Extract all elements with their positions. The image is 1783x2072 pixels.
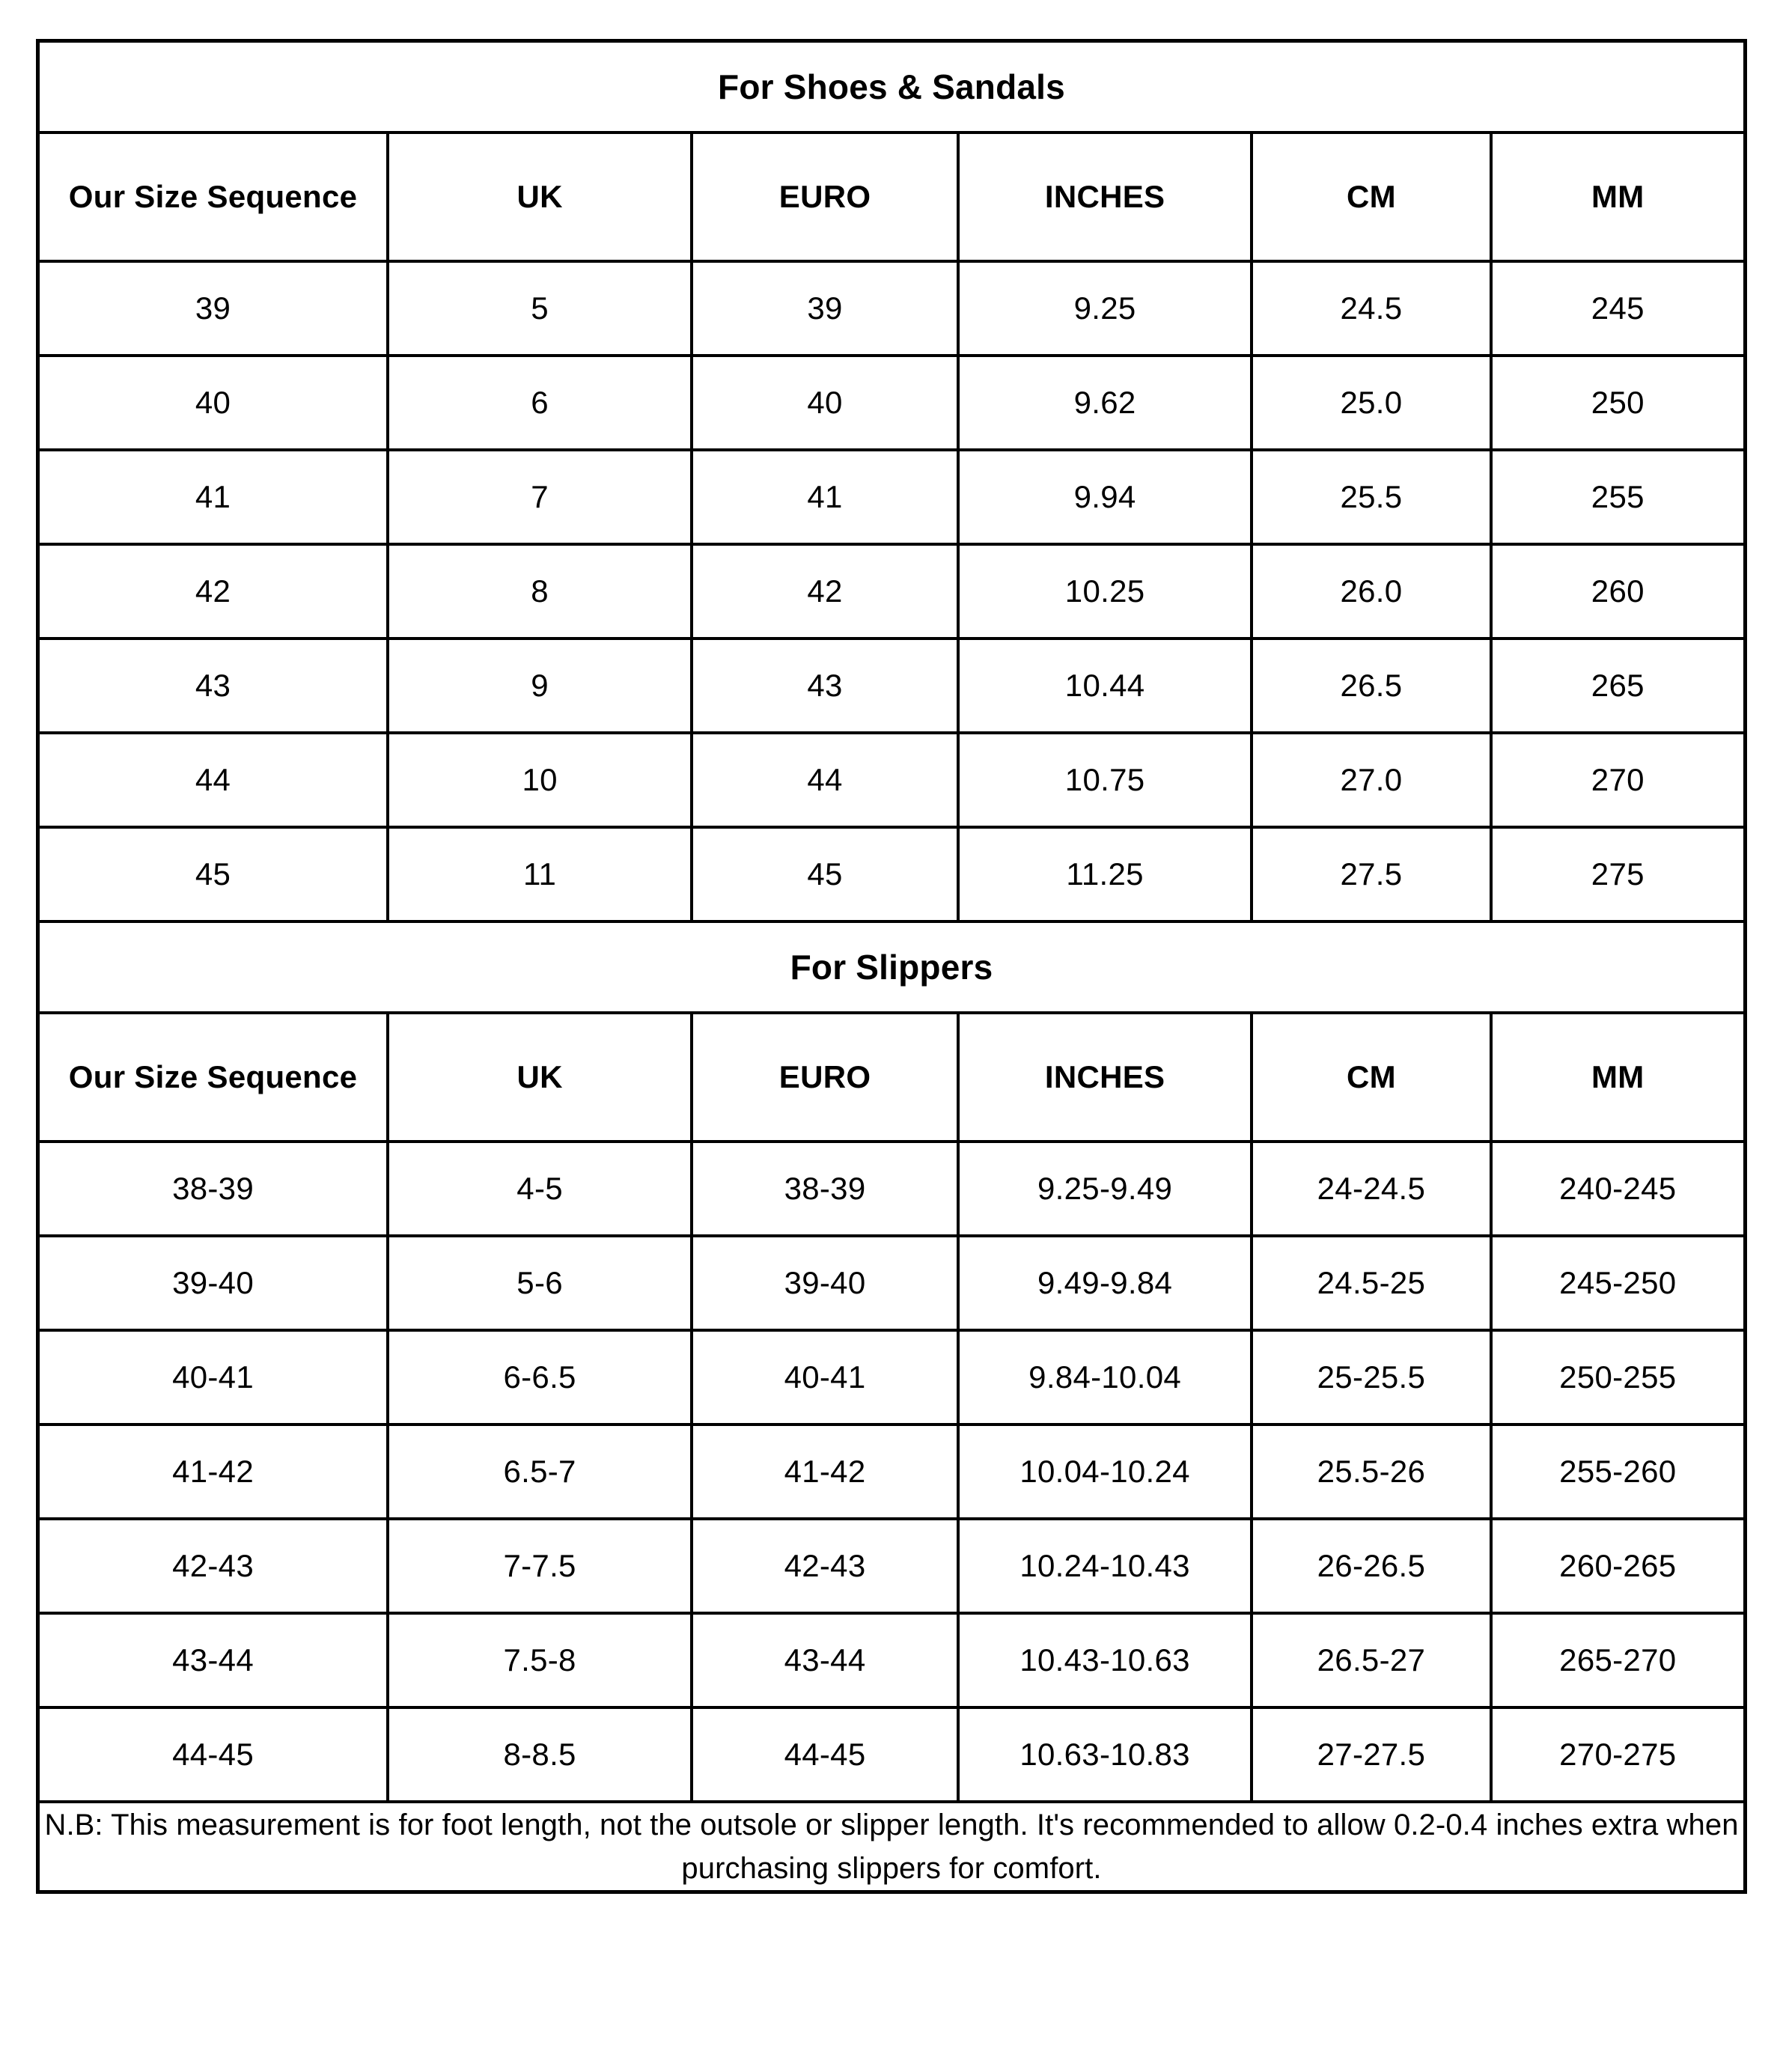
- slippers-header-row: [38, 1013, 1746, 1142]
- cell: 44: [38, 733, 388, 827]
- cell: 25-25.5: [1252, 1330, 1490, 1424]
- cell: 250: [1491, 356, 1746, 450]
- cell: 10.25: [958, 544, 1252, 639]
- table-row: [38, 639, 1746, 733]
- cell: 39-40: [692, 1236, 958, 1330]
- cell: 255-260: [1491, 1424, 1746, 1519]
- cell: 7: [388, 450, 692, 544]
- cell: 9.84-10.04: [958, 1330, 1252, 1424]
- cell: 8-8.5: [388, 1707, 692, 1802]
- cell: 10.43-10.63: [958, 1613, 1252, 1707]
- cell: 10.04-10.24: [958, 1424, 1252, 1519]
- table-row: [38, 1330, 1746, 1424]
- cell: 25.5: [1252, 450, 1490, 544]
- cell: 40: [692, 356, 958, 450]
- slippers-header-euro: EURO: [692, 1013, 958, 1142]
- cell: 27.0: [1252, 733, 1490, 827]
- cell: 38-39: [38, 1142, 388, 1236]
- cell: 41-42: [38, 1424, 388, 1519]
- cell: 26-26.5: [1252, 1519, 1490, 1613]
- cell: 45: [692, 827, 958, 921]
- cell: 24.5-25: [1252, 1236, 1490, 1330]
- cell: 260-265: [1491, 1519, 1746, 1613]
- cell: 6.5-7: [388, 1424, 692, 1519]
- shoes-header-size-sequence: Our Size Sequence: [38, 132, 388, 261]
- cell: 11: [388, 827, 692, 921]
- cell: 270-275: [1491, 1707, 1746, 1802]
- cell: 9.94: [958, 450, 1252, 544]
- cell: 8: [388, 544, 692, 639]
- cell: 6-6.5: [388, 1330, 692, 1424]
- cell: 42: [692, 544, 958, 639]
- cell: 10.75: [958, 733, 1252, 827]
- cell: 41: [38, 450, 388, 544]
- slippers-header-uk: UK: [388, 1013, 692, 1142]
- cell: 39-40: [38, 1236, 388, 1330]
- cell: 6: [388, 356, 692, 450]
- cell: 7-7.5: [388, 1519, 692, 1613]
- table-row: [38, 1424, 1746, 1519]
- cell: 38-39: [692, 1142, 958, 1236]
- cell: 42-43: [692, 1519, 958, 1613]
- cell: 5-6: [388, 1236, 692, 1330]
- table-row: [38, 544, 1746, 639]
- slippers-header-size-sequence: Our Size Sequence: [38, 1013, 388, 1142]
- cell: 7.5-8: [388, 1613, 692, 1707]
- cell: 265: [1491, 639, 1746, 733]
- table-row: [38, 733, 1746, 827]
- cell: 9.25: [958, 261, 1252, 356]
- shoes-header-row: [38, 132, 1746, 261]
- cell: 26.5-27: [1252, 1613, 1490, 1707]
- cell: 9.62: [958, 356, 1252, 450]
- shoes-header-cm: CM: [1252, 132, 1490, 261]
- table-row: [38, 450, 1746, 544]
- cell: 10: [388, 733, 692, 827]
- cell: 40-41: [692, 1330, 958, 1424]
- cell: 40: [38, 356, 388, 450]
- cell: 39: [38, 261, 388, 356]
- cell: 11.25: [958, 827, 1252, 921]
- table-row: [38, 261, 1746, 356]
- slippers-title-row: [38, 921, 1746, 1013]
- cell: 40-41: [38, 1330, 388, 1424]
- size-chart-table: [36, 39, 1747, 1894]
- cell: 25.5-26: [1252, 1424, 1490, 1519]
- cell: 44: [692, 733, 958, 827]
- cell: 24.5: [1252, 261, 1490, 356]
- cell: 265-270: [1491, 1613, 1746, 1707]
- cell: 26.0: [1252, 544, 1490, 639]
- cell: 41: [692, 450, 958, 544]
- cell: 10.44: [958, 639, 1252, 733]
- measurement-note: N.B: This measurement is for foot length, not the outsole or slipper length. It's recommended to allow 0.2-0.4 inches extra when purchasing slippers for comfort.: [38, 1802, 1746, 1892]
- cell: 260: [1491, 544, 1746, 639]
- slippers-header-mm: MM: [1491, 1013, 1746, 1142]
- cell: 4-5: [388, 1142, 692, 1236]
- slippers-header-cm: CM: [1252, 1013, 1490, 1142]
- shoes-header-mm: MM: [1491, 132, 1746, 261]
- cell: 43: [38, 639, 388, 733]
- cell: 24-24.5: [1252, 1142, 1490, 1236]
- cell: 42-43: [38, 1519, 388, 1613]
- table-row: [38, 1142, 1746, 1236]
- cell: 10.63-10.83: [958, 1707, 1252, 1802]
- cell: 270: [1491, 733, 1746, 827]
- shoes-header-inches: INCHES: [958, 132, 1252, 261]
- shoes-header-uk: UK: [388, 132, 692, 261]
- cell: 44-45: [692, 1707, 958, 1802]
- cell: 39: [692, 261, 958, 356]
- shoes-section-title: For Shoes & Sandals: [38, 41, 1746, 133]
- note-row: [38, 1802, 1746, 1892]
- table-row: [38, 356, 1746, 450]
- table-row: [38, 1707, 1746, 1802]
- cell: 26.5: [1252, 639, 1490, 733]
- slippers-section-title: For Slippers: [38, 921, 1746, 1013]
- cell: 255: [1491, 450, 1746, 544]
- cell: 27.5: [1252, 827, 1490, 921]
- table-row: [38, 1236, 1746, 1330]
- cell: 25.0: [1252, 356, 1490, 450]
- cell: 44-45: [38, 1707, 388, 1802]
- cell: 275: [1491, 827, 1746, 921]
- cell: 43-44: [692, 1613, 958, 1707]
- cell: 27-27.5: [1252, 1707, 1490, 1802]
- shoes-title-row: [38, 41, 1746, 133]
- cell: 5: [388, 261, 692, 356]
- cell: 9: [388, 639, 692, 733]
- cell: 42: [38, 544, 388, 639]
- shoes-header-euro: EURO: [692, 132, 958, 261]
- cell: 43-44: [38, 1613, 388, 1707]
- cell: 43: [692, 639, 958, 733]
- table-row: [38, 1519, 1746, 1613]
- cell: 45: [38, 827, 388, 921]
- cell: 250-255: [1491, 1330, 1746, 1424]
- cell: 9.49-9.84: [958, 1236, 1252, 1330]
- cell: 245: [1491, 261, 1746, 356]
- cell: 10.24-10.43: [958, 1519, 1252, 1613]
- table-row: [38, 1613, 1746, 1707]
- table-row: [38, 827, 1746, 921]
- cell: 9.25-9.49: [958, 1142, 1252, 1236]
- cell: 240-245: [1491, 1142, 1746, 1236]
- slippers-header-inches: INCHES: [958, 1013, 1252, 1142]
- cell: 41-42: [692, 1424, 958, 1519]
- cell: 245-250: [1491, 1236, 1746, 1330]
